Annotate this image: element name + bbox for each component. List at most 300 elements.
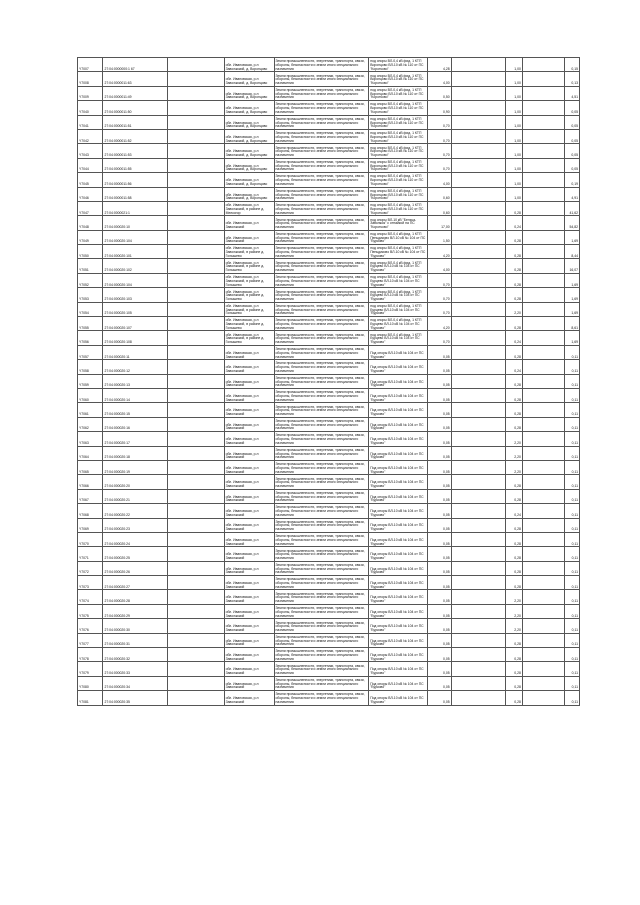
land-category: Земли промышленности, энергетики, транспорта, связи, обороны, безопасности и земли иного специального назначения (274, 101, 369, 115)
address: обл. Ивановская, р-н Заволжский (224, 374, 274, 388)
table-row (78, 590, 580, 604)
cadastral-number: 27:04:000020:10 (103, 216, 167, 230)
empty-cell (451, 648, 505, 662)
row-id: Y7076 (78, 619, 103, 633)
total-value: 0,11 (564, 619, 579, 633)
address: обл. Ивановская, р-н Заволжский (224, 345, 274, 359)
empty-cell (451, 432, 505, 446)
land-category: Земли промышленности, энергетики, транспорта, связи, обороны, безопасности и земли иного специального назначения (274, 532, 369, 546)
empty-cell (522, 475, 564, 489)
land-category: Земли промышленности, энергетики, транспорта, связи, обороны, безопасности и земли иного специального назначения (274, 317, 369, 331)
total-value: 0,11 (564, 633, 579, 647)
land-category: Земли промышленности, энергетики, транспорта, связи, обороны, безопасности и земли иного специального назначения (274, 345, 369, 359)
empty-cell (451, 576, 505, 590)
empty-cell (167, 259, 224, 273)
land-category: Земли промышленности, энергетики, транспорта, связи, обороны, безопасности и земли иного специального назначения (274, 432, 369, 446)
area-value: 0,70 (428, 302, 451, 316)
empty-cell (522, 374, 564, 388)
cadastral-number: 27:04:0000011:51 (103, 115, 167, 129)
area-value: 0,05 (428, 403, 451, 417)
row-id: Y7077 (78, 633, 103, 647)
address: обл. Ивановская, р-н Заволжский (224, 475, 274, 489)
empty-cell (167, 604, 224, 618)
empty-cell (451, 302, 505, 316)
area-value: 0,90 (428, 101, 451, 115)
rate-value: 0,28 (505, 576, 522, 590)
land-category: Земли промышленности, энергетики, транспорта, связи, обороны, безопасности и земли иного специального назначения (274, 245, 369, 259)
address: обл. Ивановская, р-н Заволжский, в районе д. Голышево (224, 288, 274, 302)
empty-cell (167, 633, 224, 647)
empty-cell (451, 187, 505, 201)
empty-cell (522, 259, 564, 273)
area-value: 0,70 (428, 331, 451, 345)
object-purpose: под опоры ВЛ-0,4 кВ фид. 1 КТП Бурцево ВЛ-10 кВ № 104 от ПС "Бурково" (369, 302, 428, 316)
empty-cell (451, 633, 505, 647)
total-value: 0,13 (564, 72, 579, 86)
object-purpose: Под опоры ВЛ-10 кВ № 104 от ПС "Бурково" (369, 388, 428, 402)
cadastral-number: 27:04:0000011:63 (103, 72, 167, 86)
address: обл. Ивановская, р-н Заволжский, в районе д. Голышево (224, 317, 274, 331)
object-purpose: под опоры ВЛ-0,4 кВ фид. 1 КТП Воронцово ВЛ-10 кВ № 110 от ПС "Коротково" (369, 129, 428, 143)
rate-value: 0,28 (505, 561, 522, 575)
land-category: Земли промышленности, энергетики, транспорта, связи, обороны, безопасности и земли иного специального назначения (274, 648, 369, 662)
area-value: 0,05 (428, 633, 451, 647)
row-id: Y7048 (78, 216, 103, 230)
total-value: 0,11 (564, 504, 579, 518)
area-value: 4,00 (428, 259, 451, 273)
empty-cell (522, 273, 564, 287)
land-category: Земли промышленности, энергетики, транспорта, связи, обороны, безопасности и земли иного специального назначения (274, 561, 369, 575)
table-row (78, 360, 580, 374)
total-value: 0,11 (564, 547, 579, 561)
rate-value: 0,28 (505, 403, 522, 417)
rate-value: 0,28 (505, 230, 522, 244)
row-id: Y7053 (78, 288, 103, 302)
address: обл. Ивановская, р-н Заволжский (224, 360, 274, 374)
object-purpose: под опоры ВЛ-0,4 кВ фид. 1 КТП Бурцево ВЛ-10 кВ № 104 от ПС "Бурково" (369, 317, 428, 331)
empty-cell (522, 590, 564, 604)
address: обл. Ивановская, р-н Заволжский (224, 230, 274, 244)
rate-value: 2,20 (505, 604, 522, 618)
empty-cell (522, 518, 564, 532)
row-id: Y7072 (78, 561, 103, 575)
object-purpose: под опоры ВЛ-0,4 кВ фид. 1 КТП Воронцово ВЛ-10 кВ № 110 от ПС "Коротково" (369, 115, 428, 129)
land-category: Земли промышленности, энергетики, транспорта, связи, обороны, безопасности и земли иного специального назначения (274, 201, 369, 215)
land-category: Земли промышленности, энергетики, транспорта, связи, обороны, безопасности и земли иного специального назначения (274, 417, 369, 431)
object-purpose: под опоры ВЛ-0,4 кВ фид. 1 КТП Бурцево ВЛ-10 кВ № 104 от ПС "Бурково" (369, 273, 428, 287)
empty-cell (522, 173, 564, 187)
empty-cell (522, 187, 564, 201)
row-id: Y7055 (78, 317, 103, 331)
rate-value: 0,28 (505, 662, 522, 676)
row-id: Y7043 (78, 144, 103, 158)
land-category: Земли промышленности, энергетики, транспорта, связи, обороны, безопасности и земли иного специального назначения (274, 158, 369, 172)
empty-cell (451, 532, 505, 546)
rate-value: 0,28 (505, 317, 522, 331)
rate-value: 2,20 (505, 446, 522, 460)
empty-cell (167, 561, 224, 575)
row-id: Y7073 (78, 576, 103, 590)
object-purpose: Под опоры ВЛ-10 кВ № 104 от ПС "Бурково" (369, 547, 428, 561)
empty-cell (167, 187, 224, 201)
object-purpose: Под опоры ВЛ-10 кВ № 104 от ПС "Бурково" (369, 619, 428, 633)
empty-cell (167, 317, 224, 331)
total-value: 0,11 (564, 518, 579, 532)
object-purpose: Под опоры ВЛ-10 кВ № 104 от ПС "Бурково" (369, 590, 428, 604)
cadastral-number: 27:04:000020:103 (103, 288, 167, 302)
empty-cell (451, 331, 505, 345)
rate-value: 0,24 (505, 504, 522, 518)
land-category: Земли промышленности, энергетики, транспорта, связи, обороны, безопасности и земли иного специального назначения (274, 403, 369, 417)
total-value: 0,11 (564, 489, 579, 503)
object-purpose: Под опоры ВЛ-10 кВ № 104 от ПС "Бурково" (369, 576, 428, 590)
rate-value: 1,00 (505, 187, 522, 201)
rate-value: 0,28 (505, 273, 522, 287)
empty-cell (451, 518, 505, 532)
empty-cell (522, 662, 564, 676)
area-value: 0,05 (428, 504, 451, 518)
cadastral-number: 27:04:000020:19 (103, 460, 167, 474)
total-value: 41,62 (564, 201, 579, 215)
cadastral-number: 27:04:000020:35 (103, 691, 167, 705)
land-category: Земли промышленности, энергетики, транспорта, связи, обороны, безопасности и земли иного специального назначения (274, 374, 369, 388)
area-value: 0,05 (428, 518, 451, 532)
empty-cell (451, 129, 505, 143)
total-value: 16,07 (564, 259, 579, 273)
empty-cell (167, 72, 224, 86)
address: обл. Ивановская, р-н Заволжский (224, 547, 274, 561)
object-purpose: под опоры ВЛ-0,4 кВ фид. 1 КТП Бурцево ВЛ-10 кВ № 104 от ПС "Бурково" (369, 331, 428, 345)
row-id: Y7068 (78, 504, 103, 518)
table-row (78, 604, 580, 618)
land-category: Земли промышленности, энергетики, транспорта, связи, обороны, безопасности и земли иного специального назначения (274, 691, 369, 705)
table-row (78, 230, 580, 244)
empty-cell (522, 648, 564, 662)
empty-cell (522, 317, 564, 331)
table-row (78, 648, 580, 662)
empty-cell (167, 374, 224, 388)
land-category: Земли промышленности, энергетики, транспорта, связи, обороны, безопасности и земли иного специального назначения (274, 302, 369, 316)
object-purpose: Под опоры ВЛ-10 кВ № 104 от ПС "Бурково" (369, 662, 428, 676)
object-purpose: под опоры ВЛ-0,4 кВ фид. 1 КТП Воронцово ВЛ-10 кВ № 110 от ПС "Коротково" (369, 72, 428, 86)
table-row (78, 115, 580, 129)
rate-value: 2,20 (505, 590, 522, 604)
cadastral-number: 27:04:0000011:52 (103, 129, 167, 143)
table-row (78, 302, 580, 316)
empty-cell (167, 58, 224, 72)
rate-value: 0,28 (505, 288, 522, 302)
total-value: 0,11 (564, 662, 579, 676)
row-id: Y7071 (78, 547, 103, 561)
area-value: 0,05 (428, 648, 451, 662)
area-value: 0,05 (428, 604, 451, 618)
empty-cell (451, 86, 505, 100)
total-value: 0,15 (564, 58, 579, 72)
table-row (78, 173, 580, 187)
address: обл. Ивановская, р-н Заволжский (224, 216, 274, 230)
rate-value: 1,00 (505, 129, 522, 143)
rate-value: 0,28 (505, 691, 522, 705)
empty-cell (451, 245, 505, 259)
cadastral-number: 27:04:000020:27 (103, 576, 167, 590)
address: обл. Ивановская, р-н Заволжский (224, 662, 274, 676)
object-purpose: Под опоры ВЛ-10 кВ № 104 от ПС "Бурково" (369, 648, 428, 662)
empty-cell (167, 129, 224, 143)
land-category: Земли промышленности, энергетики, транспорта, связи, обороны, безопасности и земли иного специального назначения (274, 619, 369, 633)
cadastral-number: 27:04:0000011:49 (103, 86, 167, 100)
empty-cell (522, 388, 564, 402)
empty-cell (451, 273, 505, 287)
empty-cell (167, 691, 224, 705)
empty-cell (167, 331, 224, 345)
table-row (78, 129, 580, 143)
area-value: 0,05 (428, 532, 451, 546)
empty-cell (522, 86, 564, 100)
empty-cell (451, 173, 505, 187)
area-value: 0,05 (428, 374, 451, 388)
empty-cell (522, 331, 564, 345)
object-purpose: Под опоры ВЛ-10 кВ № 104 от ПС "Бурково" (369, 360, 428, 374)
area-value: 0,60 (428, 187, 451, 201)
rate-value: 0,28 (505, 633, 522, 647)
table-row (78, 187, 580, 201)
land-category: Земли промышленности, энергетики, транспорта, связи, обороны, безопасности и земли иного специального назначения (274, 518, 369, 532)
cadastral-number: 27:04:000020:11 (103, 345, 167, 359)
empty-cell (451, 115, 505, 129)
address: обл. Ивановская, р-н Заволжский, в районе д. Голышево (224, 245, 274, 259)
empty-cell (167, 417, 224, 431)
total-value: 0,05 (564, 101, 579, 115)
row-id: Y7063 (78, 432, 103, 446)
total-value: 0,05 (564, 129, 579, 143)
row-id: Y7070 (78, 532, 103, 546)
empty-cell (522, 216, 564, 230)
rate-value: 0,28 (505, 259, 522, 273)
empty-cell (451, 619, 505, 633)
empty-cell (451, 230, 505, 244)
table-row (78, 662, 580, 676)
address: обл. Ивановская, р-н Заволжский, д. Воронцово (224, 144, 274, 158)
cadastral-number: 27:04:000020:29 (103, 604, 167, 618)
rate-value: 0,28 (505, 201, 522, 215)
empty-cell (522, 446, 564, 460)
cadastral-number: 27:04:000020:26 (103, 561, 167, 575)
table-row (78, 403, 580, 417)
empty-cell (522, 345, 564, 359)
register-body (78, 58, 580, 706)
area-value: 0,05 (428, 388, 451, 402)
row-id: Y7045 (78, 173, 103, 187)
total-value: 0,11 (564, 360, 579, 374)
area-value: 4,00 (428, 173, 451, 187)
empty-cell (167, 662, 224, 676)
object-purpose: Под опоры ВЛ-10 кВ № 104 от ПС "Бурково" (369, 403, 428, 417)
empty-cell (451, 144, 505, 158)
table-row (78, 460, 580, 474)
table-row (78, 446, 580, 460)
address: обл. Ивановская, р-н Заволжский (224, 619, 274, 633)
cadastral-number: 27:04:000020:24 (103, 532, 167, 546)
empty-cell (451, 561, 505, 575)
total-value: 0,11 (564, 432, 579, 446)
address: обл. Ивановская, р-н Заволжский (224, 532, 274, 546)
address: обл. Ивановская, р-н Заволжский, д. Воронцово (224, 72, 274, 86)
address: обл. Ивановская, р-н Заволжский (224, 489, 274, 503)
address: обл. Ивановская, р-н Заволжский, в районе д. Голышево (224, 273, 274, 287)
object-purpose: под опоры ВЛ-0,4 кВ фид. 1 КТП Воронцово ВЛ-10 кВ № 110 от ПС "Коротково" (369, 201, 428, 215)
empty-cell (167, 302, 224, 316)
object-purpose: под опоры ВЛ-0,4 кВ фид. 1 КТП Бурцево ВЛ-10 кВ № 104 от ПС "Бурково" (369, 259, 428, 273)
empty-cell (522, 633, 564, 647)
cadastral-number: 27:04:000020:108 (103, 331, 167, 345)
land-category: Земли промышленности, энергетики, транспорта, связи, обороны, безопасности и земли иного специального назначения (274, 129, 369, 143)
cadastral-number: 27:04:000020:25 (103, 547, 167, 561)
object-purpose: Под опоры ВЛ-10 кВ № 104 от ПС "Бурково" (369, 446, 428, 460)
empty-cell (451, 216, 505, 230)
address: обл. Ивановская, р-н Заволжский (224, 446, 274, 460)
area-value: 0,05 (428, 460, 451, 474)
address: обл. Ивановская, р-н Заволжский, в районе д. Голышево (224, 302, 274, 316)
row-id: Y7064 (78, 446, 103, 460)
land-category: Земли промышленности, энергетики, транспорта, связи, обороны, безопасности и земли иного специального назначения (274, 590, 369, 604)
total-value: 0,11 (564, 460, 579, 474)
row-id: Y7041 (78, 115, 103, 129)
row-id: Y7046 (78, 187, 103, 201)
row-id: Y7008 (78, 72, 103, 86)
empty-cell (451, 288, 505, 302)
cadastral-number: 27:04:000020:18 (103, 446, 167, 460)
empty-cell (167, 648, 224, 662)
cadastral-number: 27:04:000020:107 (103, 317, 167, 331)
land-category: Земли промышленности, энергетики, транспорта, связи, обороны, безопасности и земли иного специального назначения (274, 576, 369, 590)
object-purpose: Под опоры ВЛ-10 кВ № 104 от ПС "Бурково" (369, 345, 428, 359)
cadastral-number: 27:04:000020:14 (103, 388, 167, 402)
total-value: 0,11 (564, 345, 579, 359)
land-category: Земли промышленности, энергетики, транспорта, связи, обороны, безопасности и земли иного специального назначения (274, 504, 369, 518)
area-value: 0,05 (428, 360, 451, 374)
total-value: 1,69 (564, 288, 579, 302)
cadastral-number: 27:04:0000011:53 (103, 144, 167, 158)
land-category: Земли промышленности, энергетики, транспорта, связи, обороны, безопасности и земли иного специального назначения (274, 273, 369, 287)
address: обл. Ивановская, р-н Заволжский (224, 388, 274, 402)
area-value: 0,70 (428, 158, 451, 172)
cadastral-number: 27:04:000020:34 (103, 676, 167, 690)
total-value: 1,69 (564, 230, 579, 244)
object-purpose: Под опоры ВЛ-10 кВ № 104 от ПС "Бурково" (369, 460, 428, 474)
empty-cell (167, 388, 224, 402)
empty-cell (451, 388, 505, 402)
total-value: 1,69 (564, 302, 579, 316)
empty-cell (451, 201, 505, 215)
row-id: Y7042 (78, 129, 103, 143)
empty-cell (522, 676, 564, 690)
address: обл. Ивановская, р-н Заволжский (224, 403, 274, 417)
cadastral-number: 27:04:000020:32 (103, 648, 167, 662)
empty-cell (167, 158, 224, 172)
rate-value: 1,00 (505, 101, 522, 115)
land-category: Земли промышленности, энергетики, транспорта, связи, обороны, безопасности и земли иного специального назначения (274, 547, 369, 561)
object-purpose: Под опоры ВЛ-10 кВ № 104 от ПС "Бурково" (369, 374, 428, 388)
rate-value: 1,00 (505, 144, 522, 158)
rate-value: 2,20 (505, 460, 522, 474)
total-value: 54,82 (564, 216, 579, 230)
empty-cell (451, 460, 505, 474)
empty-cell (167, 590, 224, 604)
row-id: Y7075 (78, 604, 103, 618)
row-id: Y7040 (78, 101, 103, 115)
land-category: Земли промышленности, энергетики, транспорта, связи, обороны, безопасности и земли иного специального назначения (274, 288, 369, 302)
rate-value: 1,00 (505, 72, 522, 86)
table-row (78, 331, 580, 345)
object-purpose: под опоры ВЛ-0,4 кВ фид. 1 КТП Воронцово ВЛ-10 кВ № 110 от ПС "Коротково" (369, 144, 428, 158)
empty-cell (451, 504, 505, 518)
object-purpose: под опоры ВЛ-0,4 кВ фид. 1 КТП Воронцово ВЛ-10 кВ № 110 от ПС "Коротково" (369, 58, 428, 72)
area-value: 4,20 (428, 245, 451, 259)
empty-cell (167, 101, 224, 115)
land-category: Земли промышленности, энергетики, транспорта, связи, обороны, безопасности и земли иного специального назначения (274, 633, 369, 647)
empty-cell (167, 403, 224, 417)
address: обл. Ивановская, р-н Заволжский (224, 576, 274, 590)
address: обл. Ивановская, р-н Заволжский (224, 676, 274, 690)
empty-cell (522, 691, 564, 705)
table-row (78, 101, 580, 115)
empty-cell (167, 432, 224, 446)
row-id: Y7009 (78, 86, 103, 100)
total-value: 8,61 (564, 317, 579, 331)
table-row (78, 317, 580, 331)
row-id: Y7078 (78, 648, 103, 662)
address: обл. Ивановская, р-н Заволжский, д. Воронцово (224, 158, 274, 172)
object-purpose: под опоры ВЛ-0,4 кВ фид. 1 КТП Воронцово ВЛ-10 кВ № 110 от ПС "Коротково" (369, 173, 428, 187)
row-id: Y7061 (78, 403, 103, 417)
empty-cell (451, 345, 505, 359)
area-value: 0,05 (428, 676, 451, 690)
total-value: 0,11 (564, 676, 579, 690)
row-id: Y7057 (78, 345, 103, 359)
row-id: Y7067 (78, 489, 103, 503)
cadastral-number: 27:04:000020:101 (103, 245, 167, 259)
land-category: Земли промышленности, энергетики, транспорта, связи, обороны, безопасности и земли иного специального назначения (274, 115, 369, 129)
rate-value: 0,28 (505, 489, 522, 503)
cadastral-number: 27:04:000020:16 (103, 417, 167, 431)
rate-value: 2,20 (505, 302, 522, 316)
empty-cell (451, 58, 505, 72)
cadastral-number: 27:04:000020:104 (103, 273, 167, 287)
area-value: 0,05 (428, 417, 451, 431)
area-value: 0,60 (428, 201, 451, 215)
area-value: 0,05 (428, 475, 451, 489)
address: обл. Ивановская, р-н Заволжский (224, 691, 274, 705)
address: обл. Ивановская, р-н Заволжский (224, 417, 274, 431)
address: обл. Ивановская, р-н Заволжский, д. Воронцово (224, 86, 274, 100)
empty-cell (451, 259, 505, 273)
table-row (78, 489, 580, 503)
empty-cell (451, 101, 505, 115)
empty-cell (167, 576, 224, 590)
area-value: 0,05 (428, 561, 451, 575)
area-value: 0,05 (428, 619, 451, 633)
empty-cell (167, 460, 224, 474)
area-value: 1,50 (428, 230, 451, 244)
address: обл. Ивановская, р-н Заволжский (224, 561, 274, 575)
land-category: Земли промышленности, энергетики, транспорта, связи, обороны, безопасности и земли иного специального назначения (274, 173, 369, 187)
total-value: 4,51 (564, 86, 579, 100)
object-purpose: под опоры ВЛ-0,4 кВ фид. 1 КТП Пеньдиково ВЛ-10 кВ № 104 от ПС "Бурково" (369, 245, 428, 259)
cadastral-number: 27:04:000020:30 (103, 619, 167, 633)
address: обл. Ивановская, р-н Заволжский (224, 648, 274, 662)
rate-value: 1,00 (505, 86, 522, 100)
object-purpose: Под опоры ВЛ-10 кВ № 104 от ПС "Бурково" (369, 604, 428, 618)
